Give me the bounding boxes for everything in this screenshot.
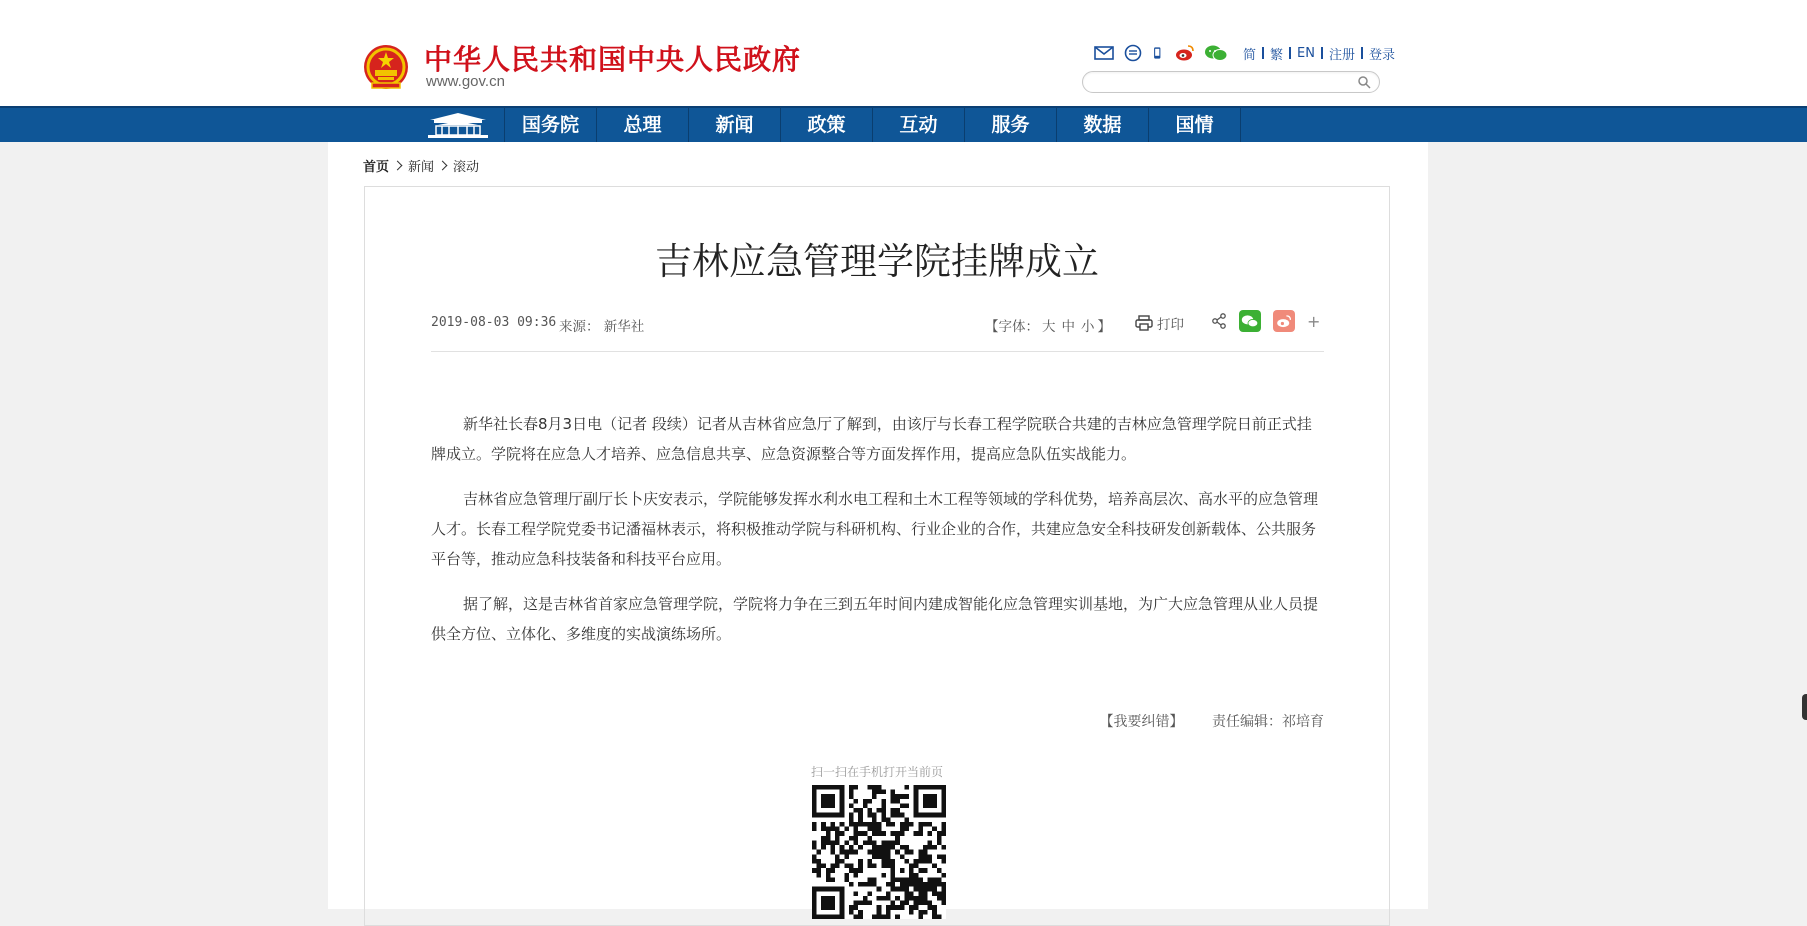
header-tools [1094,43,1401,63]
share-group [1211,310,1320,332]
nav-item-premier[interactable]: 总理 [597,108,689,142]
article-meta [431,313,1324,352]
share-wechat-button[interactable] [1239,310,1261,332]
share-icon[interactable] [1211,313,1227,329]
tool-simplified[interactable]: 简 [1243,47,1257,63]
font-size-large[interactable]: 大 [1042,319,1056,335]
font-size-suffix: 】 [1097,319,1111,335]
mail-icon[interactable] [1094,44,1114,62]
breadcrumb-news[interactable]: 新闻 [408,160,435,175]
weibo-icon [1276,314,1292,329]
article-footer [431,711,1324,731]
side-tab[interactable] [1802,694,1807,720]
message-icon[interactable] [1123,44,1143,62]
article-paragraph: 新华社长春8月3日电（记者 段续）记者从吉林省应急厅了解到，由该厅与长春工程学院联合共建的吉林应急管理学院日前正式挂牌成立。学院将在应急人才培养、应急信息共享、应急资源整合等方面发挥作用，提高应急队伍实战能力。 [431,415,1312,463]
wechat-icon[interactable] [1204,44,1228,62]
nav-item-interaction[interactable]: 互动 [873,108,965,142]
site-domain: www.gov.cn [426,73,505,90]
nav-item-data[interactable]: 数据 [1057,108,1149,142]
article-source: 来源： 新华社 [559,319,645,335]
nav-item-news[interactable]: 新闻 [689,108,781,142]
mobile-icon[interactable] [1152,44,1166,62]
search-input[interactable] [1093,74,1347,92]
font-size-prefix: 【字体： [985,319,1039,335]
report-error-link[interactable]: 【我要纠错】 [1099,714,1184,730]
breadcrumb-home[interactable]: 首页 [363,160,390,175]
print-label: 打印 [1157,317,1184,333]
font-size-medium[interactable]: 中 [1061,319,1075,335]
article-body [431,409,1324,664]
nav-home[interactable] [412,108,505,142]
nav-item-services[interactable]: 服务 [965,108,1057,142]
font-size-control [985,315,1111,335]
chevron-right-icon [393,161,403,171]
qr-code [812,785,946,919]
nav-item-state-council[interactable]: 国务院 [505,108,597,142]
print-button[interactable] [1135,313,1184,333]
tool-login[interactable]: 登录 [1369,47,1396,63]
wechat-icon [1241,314,1259,329]
national-emblem-icon[interactable] [362,43,410,93]
breadcrumb [363,156,479,175]
search-icon[interactable] [1357,75,1371,89]
nav-item-national-info[interactable]: 国情 [1149,108,1241,142]
chevron-right-icon [438,161,448,171]
weibo-icon[interactable] [1175,44,1195,62]
nav-item-policy[interactable]: 政策 [781,108,873,142]
page-container [328,142,1428,909]
breadcrumb-rolling[interactable]: 滚动 [453,160,480,175]
qr-caption: 扫一扫在手机打开当前页 [810,765,943,779]
article [364,186,1390,926]
nav-items [505,108,1241,142]
more-share-button[interactable]: + [1307,311,1321,331]
main-nav [0,106,1807,142]
share-weibo-button[interactable] [1273,310,1295,332]
site-title[interactable]: 中华人民共和国中央人民政府 [424,43,802,76]
site-header [0,0,1807,106]
tool-register[interactable]: 注册 [1328,47,1355,63]
printer-icon [1135,315,1153,331]
font-size-small[interactable]: 小 [1081,319,1095,335]
publish-date: 2019-08-03 09:36 [431,315,557,330]
article-paragraph: 吉林省应急管理厅副厅长卜庆安表示，学院能够发挥水利水电工程和土木工程等领域的学科优势，培养高层次、高水平的应急管理人才。长春工程学院党委书记潘福林表示，将积极推动学院与科研机构、行业企业的合作，共建应急安全科技研发创新载体、公共服务平台等，推动应急科技装备和科技平台应用。 [431,490,1319,568]
search-box [1082,71,1380,93]
responsible-editor: 责任编辑：祁培育 [1212,714,1324,730]
article-title: 吉林应急管理学院挂牌成立 [655,240,1099,283]
tool-traditional[interactable]: 繁 [1270,47,1284,63]
tool-english[interactable]: EN [1297,45,1315,61]
home-building-icon [412,108,504,142]
article-paragraph: 据了解，这是吉林省首家应急管理学院，学院将力争在三到五年时间内建成智能化应急管理实训基地，为广大应急管理从业人员提供全方位、立体化、多维度的实战演练场所。 [431,595,1319,643]
